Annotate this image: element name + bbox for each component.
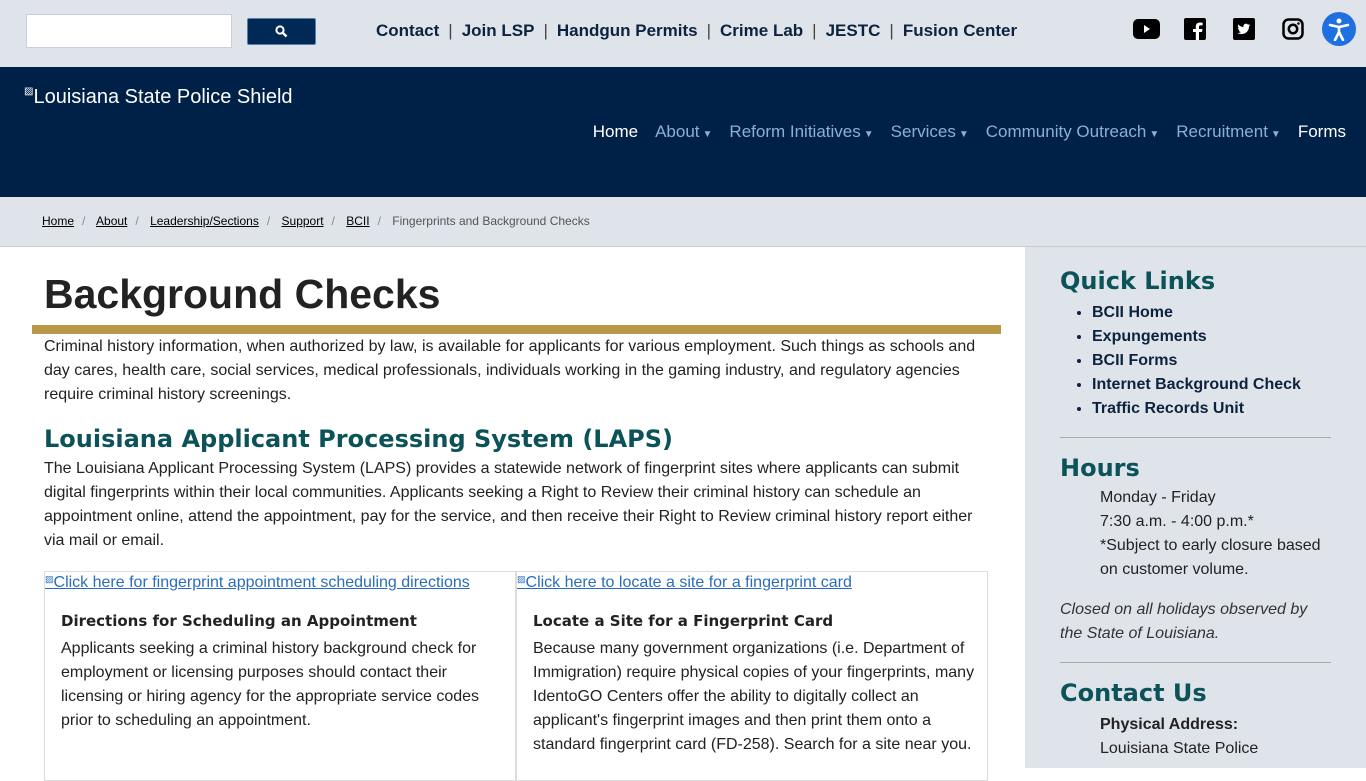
- caret-down-icon: ▼: [1149, 129, 1160, 140]
- broken-image-icon: ▨: [45, 574, 54, 584]
- divider: [1060, 662, 1331, 663]
- search-icon: [275, 25, 288, 38]
- nav-label: Services: [890, 122, 956, 141]
- quick-links-list: [1092, 301, 1331, 421]
- youtube-icon[interactable]: [1131, 14, 1161, 44]
- title-divider: [32, 325, 1001, 334]
- divider: [1060, 437, 1331, 438]
- site-logo[interactable]: [24, 86, 293, 109]
- caret-down-icon: ▼: [702, 129, 713, 140]
- nav-label: About: [655, 122, 700, 141]
- image-alt: Click here to locate a site for a fingerprint card: [525, 574, 852, 591]
- quick-link-internet-background-check[interactable]: • Internet Background Check: [1092, 373, 1331, 397]
- image-alt: Click here for fingerprint appointment scheduling directions: [53, 574, 470, 591]
- nav-label: Reform Initiatives: [729, 122, 861, 141]
- contact-heading: Contact Us: [1060, 679, 1207, 707]
- laps-heading: Louisiana Applicant Processing System (LAPS): [44, 425, 674, 453]
- crumb-current: Fingerprints and Background Checks: [392, 214, 590, 228]
- logo-alt-text: Louisiana State Police Shield: [33, 86, 293, 108]
- quick-link-expungements[interactable]: • Expungements: [1092, 325, 1331, 349]
- caret-down-icon: ▼: [958, 129, 969, 140]
- caret-down-icon: ▼: [1270, 129, 1281, 140]
- nav-label: Community Outreach: [985, 122, 1147, 141]
- broken-image-icon: ▨: [24, 86, 34, 97]
- address-line: Louisiana State Police: [1100, 740, 1259, 757]
- link-contact[interactable]: Contact: [376, 21, 440, 40]
- nav-reform-initiatives[interactable]: [729, 122, 873, 142]
- nav-services[interactable]: [891, 122, 969, 142]
- top-utility-bar: [0, 0, 1366, 67]
- breadcrumb: Home / About / Leadership/Sections / Support / BCII / Fingerprints and Background Checks: [0, 197, 1366, 247]
- quick-link-bcii-home[interactable]: • BCII Home: [1092, 301, 1331, 325]
- crumb-support[interactable]: Support: [281, 214, 324, 228]
- card-text: Applicants seeking a criminal history background check for employment or licensing purposes should contact their licensing or hiring agency for the appropriate service codes prior to scheduling an appointment.: [61, 640, 480, 729]
- crumb-bcii[interactable]: BCII: [346, 214, 370, 228]
- hours-days: Monday - Friday: [1100, 489, 1216, 506]
- link-handgun-permits[interactable]: Handgun Permits: [556, 21, 698, 40]
- hours-times: 7:30 a.m. - 4:00 p.m.*: [1100, 513, 1254, 530]
- utility-links: Contact | Join LSP | Handgun Permits | Crime Lab | JESTC | Fusion Center: [376, 21, 1018, 40]
- site-header: [0, 67, 1366, 197]
- facebook-icon[interactable]: [1180, 14, 1210, 44]
- link-fusion-center[interactable]: Fusion Center: [902, 21, 1018, 40]
- hours-heading: Hours: [1060, 454, 1140, 482]
- instagram-icon[interactable]: [1278, 14, 1308, 44]
- nav-community-outreach[interactable]: [986, 122, 1160, 142]
- laps-text: The Louisiana Applicant Processing System (LAPS) provides a statewide network of fingerprint sites where applicants can submit digital fingerprints within their local communities. Applicants seeking a Right to Review their criminal history can schedule an appointment online, attend the appointment, pay for the service, and then receive their Right to Review criminal history report either via mail or email.: [44, 460, 973, 549]
- link-jestc[interactable]: JESTC: [825, 21, 881, 40]
- nav-home[interactable]: Home: [592, 122, 639, 141]
- crumb-home[interactable]: Home: [42, 214, 75, 228]
- card-title: Locate a Site for a Fingerprint Card: [533, 612, 834, 630]
- nav-forms[interactable]: Forms: [1297, 122, 1346, 141]
- nav-recruitment[interactable]: [1176, 122, 1281, 142]
- crumb-about[interactable]: About: [96, 214, 128, 228]
- card-title: Directions for Scheduling an Appointment: [61, 612, 417, 630]
- quick-link-bcii-forms[interactable]: • BCII Forms: [1092, 349, 1331, 373]
- nav-about[interactable]: [655, 122, 712, 142]
- search-input[interactable]: [26, 14, 232, 48]
- search-button[interactable]: [247, 18, 316, 45]
- card-scheduling: [44, 571, 516, 781]
- hours-note: *Subject to early closure based on customer volume.: [1100, 537, 1321, 578]
- holiday-note: Closed on all holidays observed by the State of Louisiana.: [1060, 601, 1308, 642]
- card-text: Because many government organizations (i.e. Department of Immigration) require physical copies of your fingerprints, many IdentoGO Centers offer the ability to digitally collect an applicant's fingerprint images and then print them onto a standard fingerprint card (FD-258). Search for a site near you.: [533, 640, 975, 753]
- card-image-link[interactable]: [45, 574, 515, 592]
- nav-label: Recruitment: [1176, 122, 1268, 141]
- quick-link-traffic-records[interactable]: • Traffic Records Unit: [1092, 397, 1331, 421]
- crumb-leadership[interactable]: Leadership/Sections: [150, 214, 259, 228]
- card-locate-site: [516, 571, 988, 781]
- link-crime-lab[interactable]: Crime Lab: [720, 21, 804, 40]
- accessibility-icon[interactable]: [1322, 12, 1356, 46]
- card-image-link[interactable]: [517, 574, 987, 592]
- intro-text: Criminal history information, when authorized by law, is available for applicants for various employment. Such things as schools and day cares, health care, social services, medical professionals, individuals working in the gaming industry, and regulatory agencies require criminal history screenings.: [44, 338, 976, 403]
- address-label: Physical Address:: [1100, 716, 1239, 733]
- twitter-icon[interactable]: [1229, 14, 1259, 44]
- main-nav: [593, 122, 1346, 142]
- sidebar: [1025, 247, 1366, 768]
- broken-image-icon: ▨: [517, 574, 526, 584]
- social-links: [1112, 12, 1366, 46]
- quick-links-heading: Quick Links: [1060, 267, 1216, 295]
- link-join-lsp[interactable]: Join LSP: [461, 21, 535, 40]
- caret-down-icon: ▼: [863, 129, 874, 140]
- page-title: Background Checks: [44, 271, 441, 317]
